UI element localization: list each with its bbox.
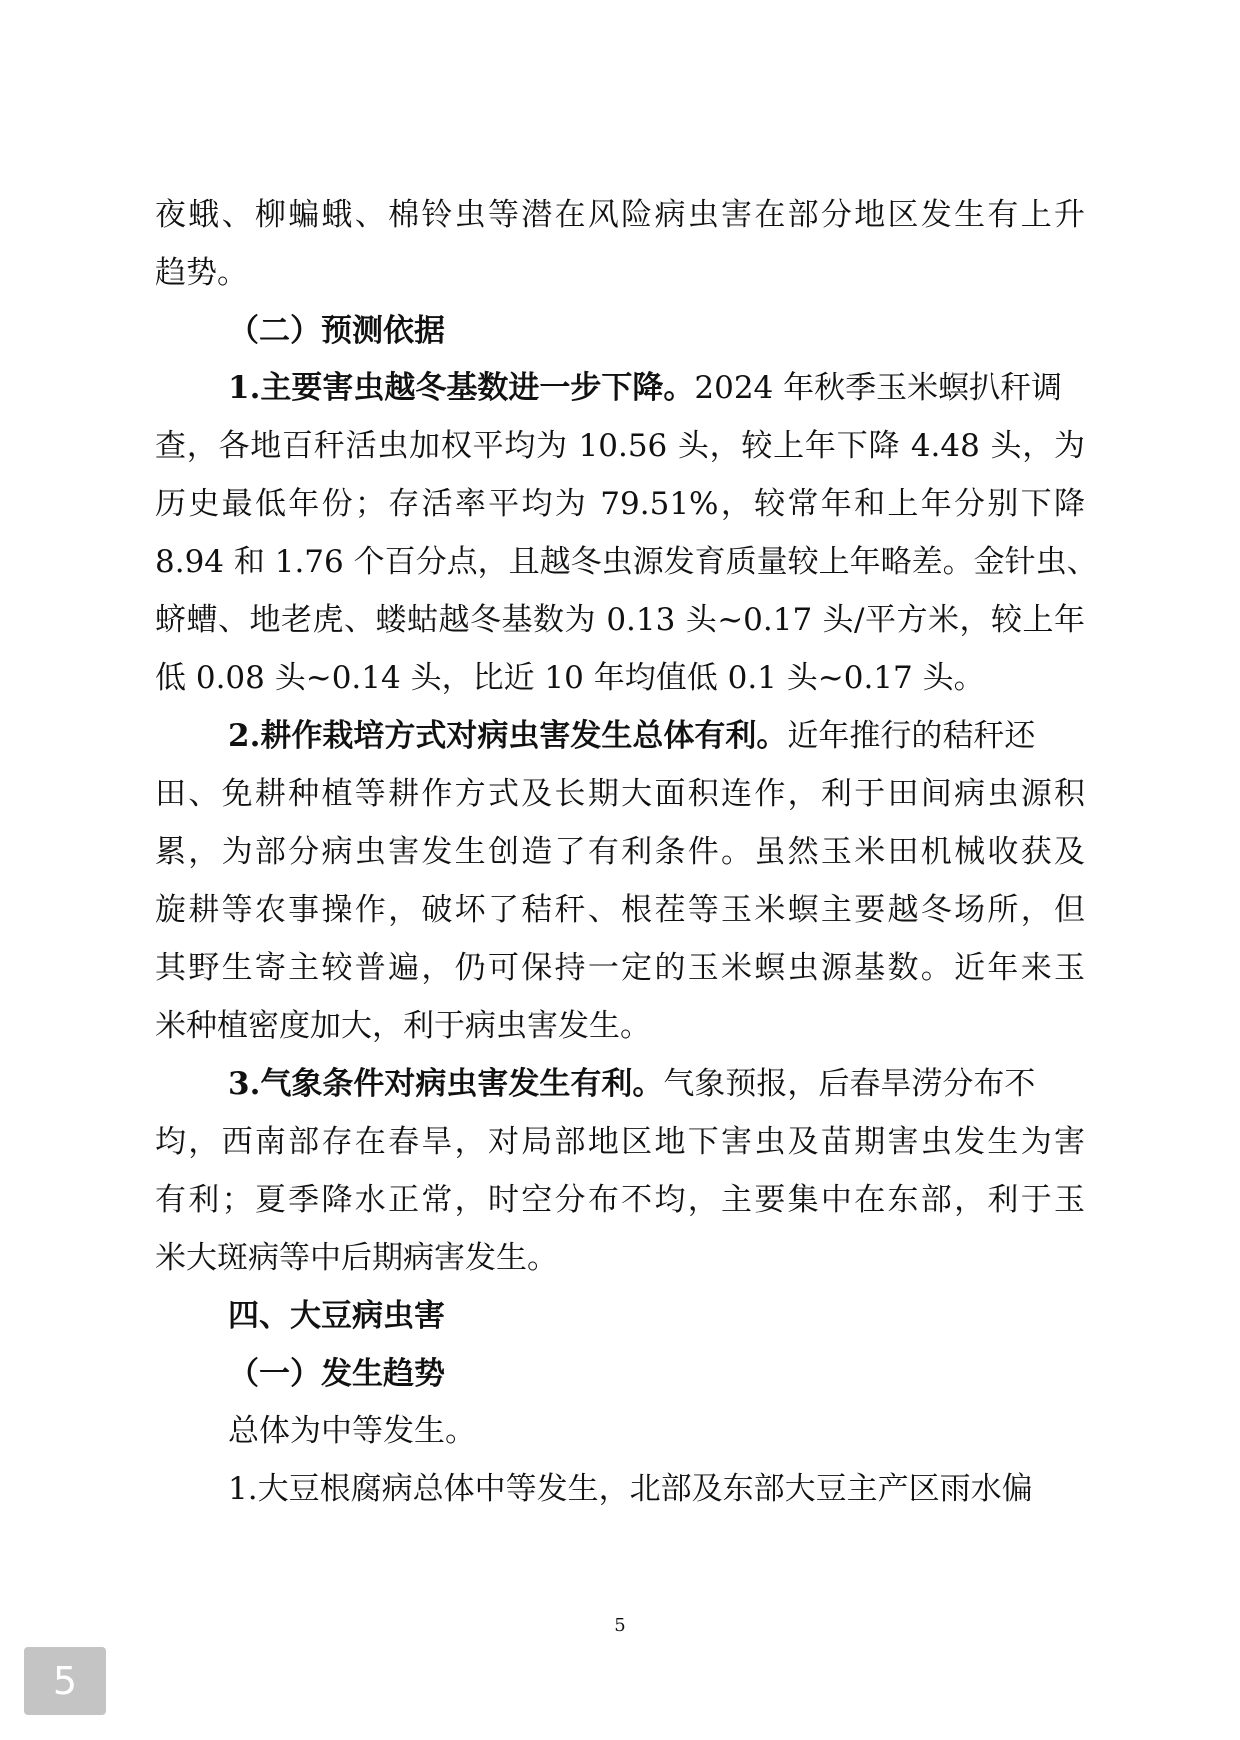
paragraph-line: 其野生寄主较普遍，仍可保持一定的玉米螟虫源基数。近年来玉 [155,950,1085,986]
paragraph-line: 趋势。 [155,255,248,291]
paragraph-line: 蛴螬、地老虎、蝼蛄越冬基数为 0.13 头~0.17 头/平方米，较上年 [155,602,1085,638]
paragraph-text: 近年推行的秸秆还 [787,718,1036,754]
point-heading: 3.气象条件对病虫害发生有利。 [228,1066,664,1102]
paragraph-line: 米大斑病等中后期病害发生。 [155,1240,558,1276]
point-heading: 1.主要害虫越冬基数进一步下降。 [228,370,695,406]
paragraph-line: 1.大豆根腐病总体中等发生，北部及东部大豆主产区雨水偏 [228,1471,1033,1507]
page-number: 5 [614,1615,626,1636]
paragraph-line: 均，西南部存在春旱，对局部地区地下害虫及苗期害虫发生为害 [155,1124,1085,1160]
section-heading: （二）预测依据 [228,313,445,349]
paragraph-text: 气象预报，后春旱涝分布不 [663,1066,1036,1102]
paragraph-line: 旋耕等农事操作，破坏了秸秆、根茬等玉米螟主要越冬场所，但 [155,892,1085,928]
page-badge[interactable]: 5 [24,1647,106,1715]
chapter-heading: 四、大豆病虫害 [228,1298,445,1334]
paragraph-line: 夜蛾、柳蝙蛾、棉铃虫等潜在风险病虫害在部分地区发生有上升 [155,197,1085,233]
paragraph-line [228,363,1085,413]
paragraph-line: 累，为部分病虫害发生创造了有利条件。虽然玉米田机械收获及 [155,834,1085,870]
paragraph-line: 历史最低年份；存活率平均为 79.51%，较常年和上年分别下降 [155,486,1085,522]
paragraph-line: 米种植密度加大，利于病虫害发生。 [155,1008,651,1044]
paragraph-line: 田、免耕种植等耕作方式及长期大面积连作，利于田间病虫源积 [155,776,1085,812]
paragraph-line: 8.94 和 1.76 个百分点，且越冬虫源发育质量较上年略差。金针虫、 [155,544,1098,580]
paragraph-line: 查，各地百秆活虫加权平均为 10.56 头，较上年下降 4.48 头，为 [155,428,1085,464]
paragraph-line: 低 0.08 头~0.14 头，比近 10 年均值低 0.1 头~0.17 头。 [155,660,985,696]
paragraph-line: 有利；夏季降水正常，时空分布不均，主要集中在东部，利于玉 [155,1182,1085,1218]
paragraph-line: 总体为中等发生。 [228,1413,476,1449]
point-heading: 2.耕作栽培方式对病虫害发生总体有利。 [228,718,788,754]
section-heading: （一）发生趋势 [228,1356,445,1392]
paragraph-line [228,1059,1085,1109]
paragraph-text: 2024 年秋季玉米螟扒秆调 [694,370,1063,406]
paragraph-line [228,711,1085,761]
